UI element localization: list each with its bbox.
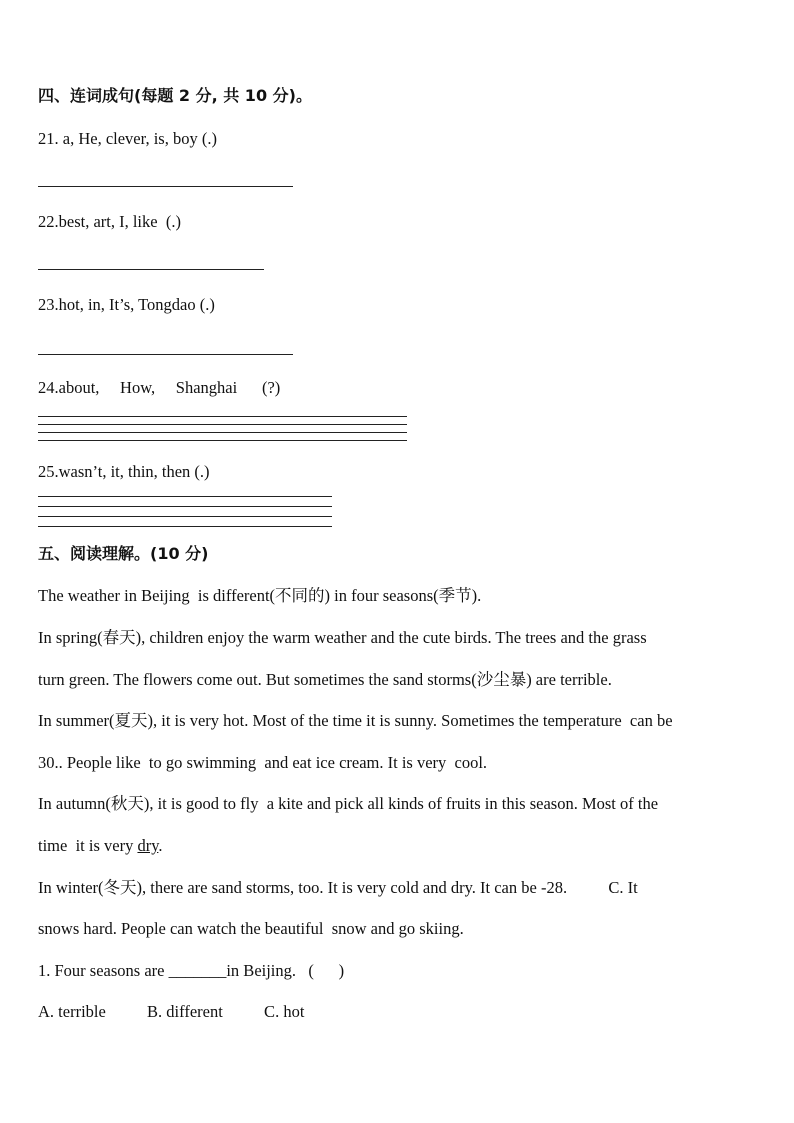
answer-line-25a	[38, 496, 332, 497]
answer-line-24c	[38, 432, 407, 433]
reading-question-1-options: A. terrible B. different C. hot	[38, 1002, 305, 1021]
answer-line-22	[38, 269, 264, 270]
question-23: 23.hot, in, It’s, Tongdao (.)	[38, 295, 215, 314]
passage-line-9: snows hard. People can watch the beautiful snow and go skiing.	[38, 919, 464, 938]
section-5-heading: 五、阅读理解。(10 分)	[38, 544, 209, 563]
answer-line-21	[38, 186, 293, 187]
passage-line-8: In winter(冬天), there are sand storms, too. It is very cold and dry. It can be -28. C. It	[38, 878, 638, 897]
answer-line-24b	[38, 424, 407, 425]
passage-line-2: In spring(春天), children enjoy the warm weather and the cute birds. The trees and the grass	[38, 628, 647, 647]
answer-line-25b	[38, 506, 332, 507]
passage-text: time it is very	[38, 836, 138, 855]
answer-line-24a	[38, 416, 407, 417]
answer-line-23	[38, 354, 293, 355]
passage-line-6: In autumn(秋天), it is good to fly a kite and pick all kinds of fruits in this season. Most of the	[38, 794, 659, 813]
reading-question-1: 1. Four seasons are _______in Beijing. ( )	[38, 961, 345, 980]
question-24: 24.about, How, Shanghai (?)	[38, 378, 281, 397]
underlined-word: dry	[137, 836, 159, 855]
passage-line-1: The weather in Beijing is different(不同的) in four seasons(季节).	[38, 586, 482, 605]
question-25: 25.wasn’t, it, thin, then (.)	[38, 462, 210, 481]
passage-text: .	[158, 836, 163, 855]
passage-line-3: turn green. The flowers come out. But sometimes the sand storms(沙尘暴) are terrible.	[38, 670, 612, 689]
question-21: 21. a, He, clever, is, boy (.)	[38, 129, 217, 148]
answer-line-24d	[38, 440, 407, 441]
section-4-heading: 四、连词成句(每题 2 分, 共 10 分)。	[38, 86, 312, 105]
answer-line-25c	[38, 516, 332, 517]
passage-line-4: In summer(夏天), it is very hot. Most of the time it is sunny. Sometimes the temperature can be	[38, 711, 673, 730]
question-22: 22.best, art, I, like (.)	[38, 212, 181, 231]
answer-line-25d	[38, 526, 332, 527]
passage-line-5: 30.. People like to go swimming and eat ice cream. It is very cool.	[38, 753, 488, 772]
passage-line-7	[38, 836, 163, 856]
